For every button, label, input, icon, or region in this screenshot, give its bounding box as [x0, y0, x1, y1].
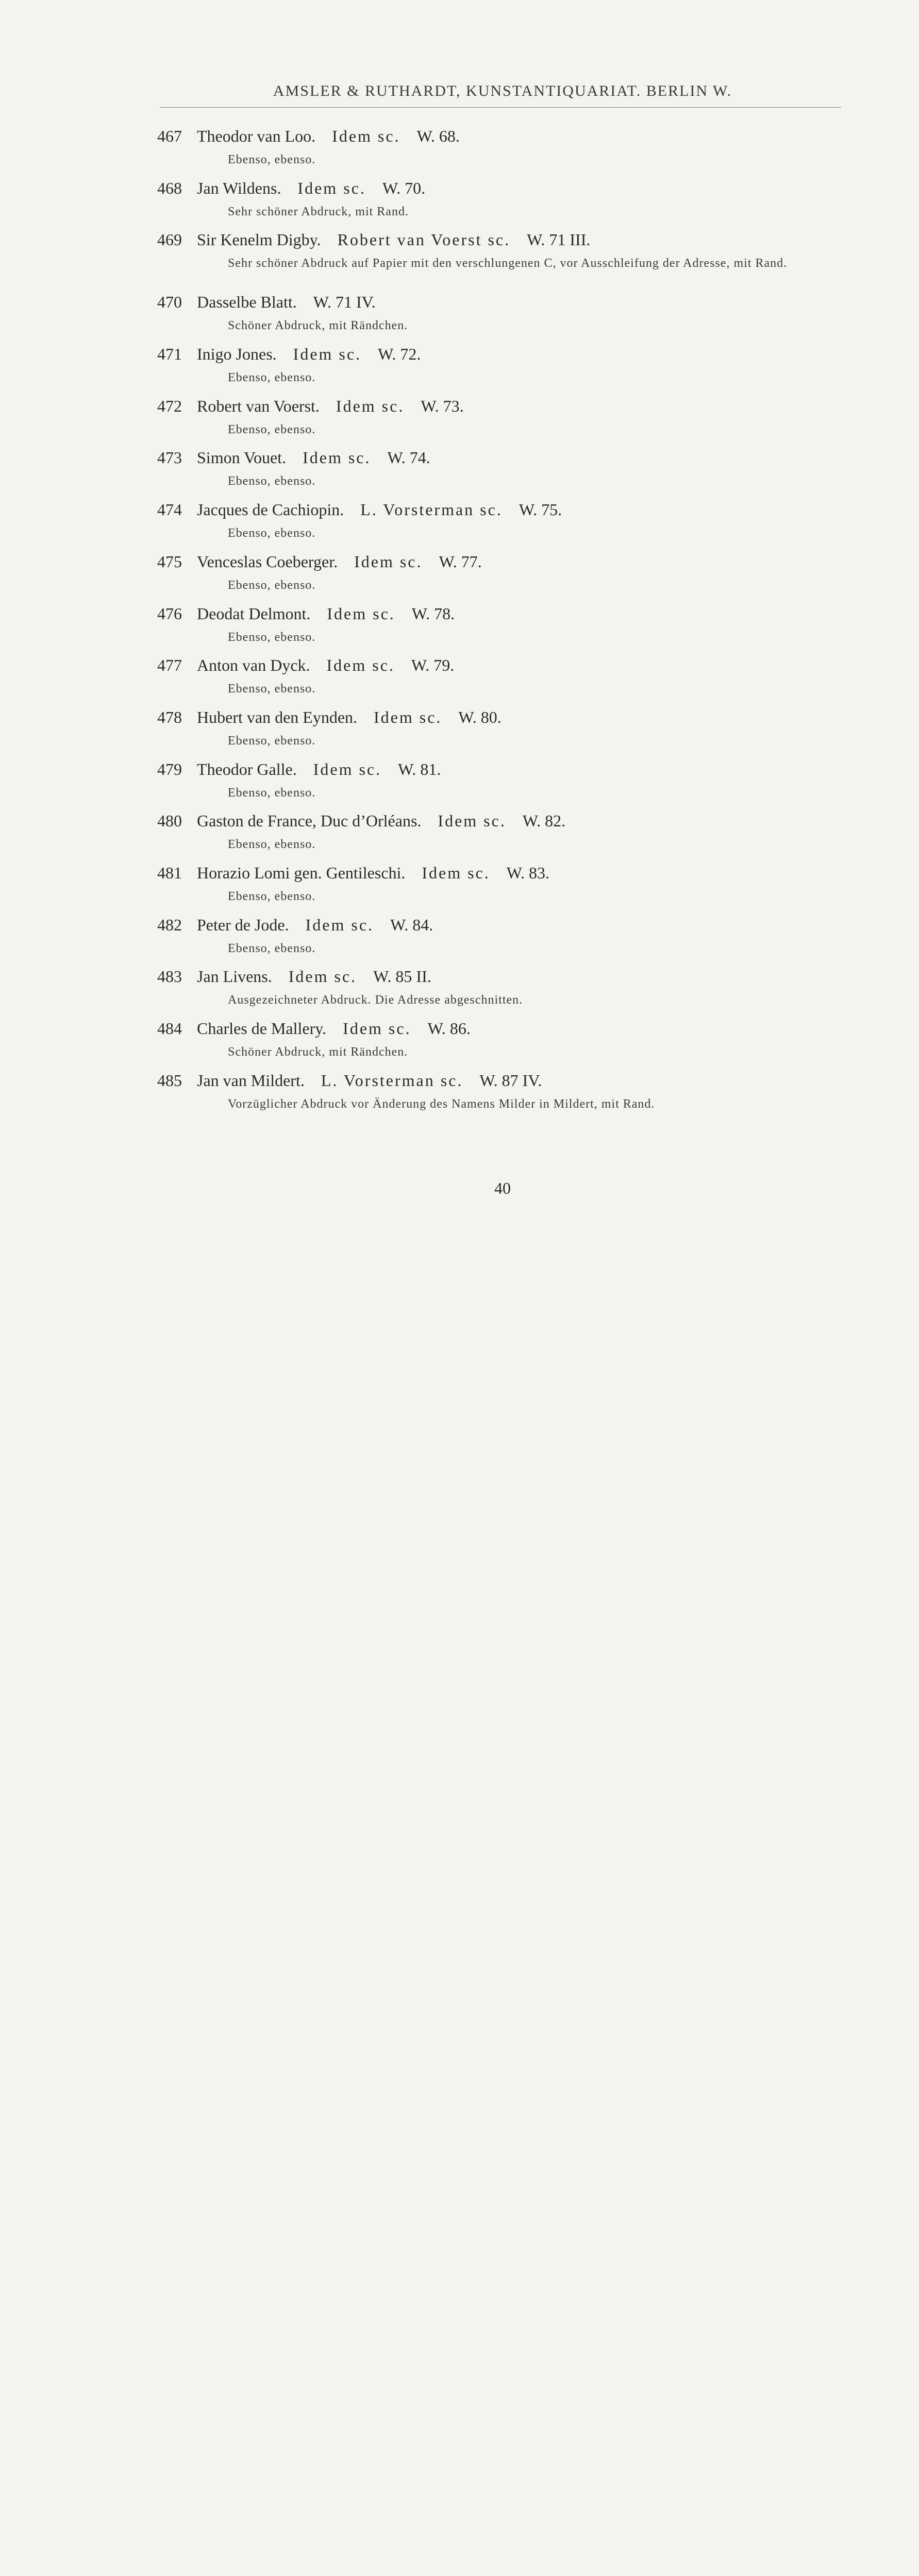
entry-reference: W. 87 IV. [479, 1071, 542, 1090]
entry-engraver: L. Vorsterman sc. [321, 1071, 463, 1090]
entry-reference: W. 81. [398, 759, 441, 778]
entry-number: 483 [157, 967, 182, 986]
entry-description: Ebenso, ebenso. [228, 527, 316, 540]
entry-title-line [197, 1071, 542, 1090]
entry-engraver: Idem sc. [438, 811, 506, 831]
entry-number: 478 [157, 707, 182, 726]
entry-number: 485 [157, 1071, 182, 1090]
entry-number: 467 [157, 127, 182, 145]
catalog-entry [157, 293, 848, 345]
catalog-entry [157, 656, 848, 708]
catalog-entry [157, 863, 848, 916]
entry-number: 469 [157, 230, 182, 249]
entry-title-line [197, 811, 565, 831]
entry-number: 479 [157, 759, 182, 778]
entry-title-line [197, 604, 455, 623]
entry-title: Horazio Lomi gen. Gentileschi. [197, 863, 406, 882]
catalog-entry [157, 1019, 848, 1071]
entry-title-line [197, 127, 460, 146]
entry-title: Simon Vouet. [197, 448, 287, 467]
entry-title: Jan Wildens. [197, 178, 281, 197]
header-rule [160, 107, 841, 108]
entry-title-line [197, 1019, 471, 1038]
entry-title-line [197, 708, 502, 727]
entry-title-line [197, 552, 482, 571]
entry-reference: W. 68. [416, 127, 460, 145]
entry-engraver: L. Vorsterman sc. [360, 500, 503, 519]
entry-reference: W. 74. [387, 448, 430, 467]
entry-engraver: Idem sc. [303, 448, 371, 467]
entry-title-line [197, 500, 562, 519]
entry-engraver: Idem sc. [422, 863, 490, 882]
entry-reference: W. 71 IV. [313, 293, 376, 312]
catalog-entry [157, 500, 848, 552]
entry-description: Sehr schöner Abdruck auf Papier mit den verschlungenen C, vor Ausschleifung der Adresse, mit Rand. [228, 257, 788, 270]
entry-reference: W. 75. [519, 500, 562, 519]
entry-number: 468 [157, 178, 182, 197]
entry-reference: W. 71 III. [527, 230, 591, 249]
entry-engraver: Idem sc. [297, 178, 366, 197]
entry-title: Jacques de Cachiopin. [197, 500, 344, 519]
entry-description: Ebenso, ebenso. [228, 941, 316, 955]
entry-reference: W. 82. [522, 811, 566, 831]
entry-title: Inigo Jones. [197, 345, 277, 364]
entry-description: Schöner Abdruck, mit Rändchen. [228, 319, 408, 333]
entry-title: Theodor Galle. [197, 759, 297, 778]
entry-title: Charles de Mallery. [197, 1019, 327, 1038]
entry-reference: W. 80. [458, 707, 502, 726]
entry-title-line [197, 179, 425, 198]
entry-list [157, 127, 848, 1133]
entry-reference: W. 79. [411, 656, 455, 675]
entry-number: 471 [157, 345, 182, 364]
entry-description: Ebenso, ebenso. [228, 578, 316, 592]
entry-engraver: Idem sc. [313, 759, 382, 778]
entry-reference: W. 85 II. [373, 967, 431, 986]
entry-description: Ebenso, ebenso. [228, 682, 316, 696]
entry-engraver: Idem sc. [293, 345, 362, 364]
catalog-entry [157, 230, 848, 293]
entry-description: Ebenso, ebenso. [228, 371, 316, 385]
entry-title-line [197, 967, 431, 986]
entry-title: Hubert van den Eynden. [197, 707, 358, 726]
entry-reference: W. 84. [390, 915, 433, 934]
entry-number: 484 [157, 1019, 182, 1038]
entry-reference: W. 77. [439, 552, 482, 571]
entry-number: 472 [157, 396, 182, 415]
entry-title-line [197, 656, 454, 675]
entry-title-line [197, 863, 549, 883]
entry-engraver: Idem sc. [343, 1019, 411, 1038]
entry-description: Ebenso, ebenso. [228, 630, 316, 644]
page-number: 40 [494, 1179, 511, 1197]
catalog-entry [157, 760, 848, 812]
entry-title: Deodat Delmont. [197, 604, 311, 623]
entry-engraver: Idem sc. [374, 707, 442, 726]
entry-title: Jan van Mildert. [197, 1071, 305, 1090]
entry-number: 477 [157, 656, 182, 675]
catalog-entry [157, 448, 848, 500]
catalog-entry [157, 604, 848, 656]
entry-reference: W. 73. [421, 396, 464, 415]
entry-title: Robert van Voerst. [197, 396, 320, 415]
entry-title-line [197, 916, 433, 935]
catalog-entry [157, 811, 848, 863]
entry-description: Ebenso, ebenso. [228, 734, 316, 748]
entry-number: 481 [157, 863, 182, 882]
page-header: AMSLER & RUTHARDT, KUNSTANTIQUARIAT. BERLIN W. [273, 82, 732, 99]
entry-number: 480 [157, 811, 182, 831]
entry-reference: W. 70. [382, 178, 426, 197]
footer [0, 1309, 919, 1374]
entry-reference: W. 83. [506, 863, 549, 882]
entry-reference: W. 78. [411, 604, 455, 623]
entry-title: Gaston de France, Duc d’Orléans. [197, 811, 422, 831]
entry-engraver: Idem sc. [327, 604, 395, 623]
entry-engraver: Idem sc. [326, 656, 395, 675]
entry-number: 476 [157, 604, 182, 623]
entry-number: 474 [157, 500, 182, 519]
entry-title-line [197, 345, 421, 364]
entry-number: 475 [157, 552, 182, 571]
entry-description: Ausgezeichneter Abdruck. Die Adresse abgeschnitten. [228, 993, 523, 1007]
catalog-entry [157, 916, 848, 968]
catalog-entry [157, 708, 848, 760]
entry-description: Ebenso, ebenso. [228, 786, 316, 800]
entry-engraver: Idem sc. [336, 396, 405, 415]
catalog-entry [157, 179, 848, 231]
entry-title-line [197, 760, 441, 779]
catalog-entry [157, 552, 848, 604]
entry-description: Ebenso, ebenso. [228, 153, 316, 166]
entry-title: Anton van Dyck. [197, 656, 310, 675]
catalog-entry [157, 345, 848, 397]
entry-description: Vorzüglicher Abdruck vor Änderung des Namens Milder in Mildert, mit Rand. [228, 1097, 655, 1111]
entry-number: 482 [157, 915, 182, 934]
entry-title-line [197, 448, 430, 467]
entry-number: 473 [157, 448, 182, 467]
entry-reference: W. 72. [378, 345, 421, 364]
entry-title-line [197, 397, 464, 416]
entry-description: Sehr schöner Abdruck, mit Rand. [228, 205, 409, 218]
entry-title-line [197, 230, 590, 249]
catalog-entry [157, 1071, 848, 1133]
entry-reference: W. 86. [427, 1019, 471, 1038]
entry-title: Sir Kenelm Digby. [197, 230, 321, 249]
entry-description: Ebenso, ebenso. [228, 474, 316, 488]
entry-description: Schöner Abdruck, mit Rändchen. [228, 1045, 408, 1059]
entry-description: Ebenso, ebenso. [228, 422, 316, 436]
entry-engraver: Idem sc. [288, 967, 357, 986]
entry-engraver: Idem sc. [332, 127, 400, 145]
catalog-entry [157, 127, 848, 179]
entry-title: Venceslas Coeberger. [197, 552, 338, 571]
entry-title-line [197, 293, 376, 312]
entry-number: 470 [157, 293, 182, 312]
entry-title: Theodor van Loo. [197, 127, 316, 145]
catalog-entry [157, 967, 848, 1019]
entry-title: Jan Livens. [197, 967, 272, 986]
entry-description: Ebenso, ebenso. [228, 838, 316, 852]
entry-engraver: Idem sc. [354, 552, 423, 571]
entry-title: Peter de Jode. [197, 915, 289, 934]
entry-title: Dasselbe Blatt. [197, 293, 297, 312]
entry-engraver: Robert van Voerst sc. [337, 230, 511, 249]
entry-engraver: Idem sc. [305, 915, 374, 934]
catalog-entry [157, 397, 848, 449]
entry-description: Ebenso, ebenso. [228, 889, 316, 903]
